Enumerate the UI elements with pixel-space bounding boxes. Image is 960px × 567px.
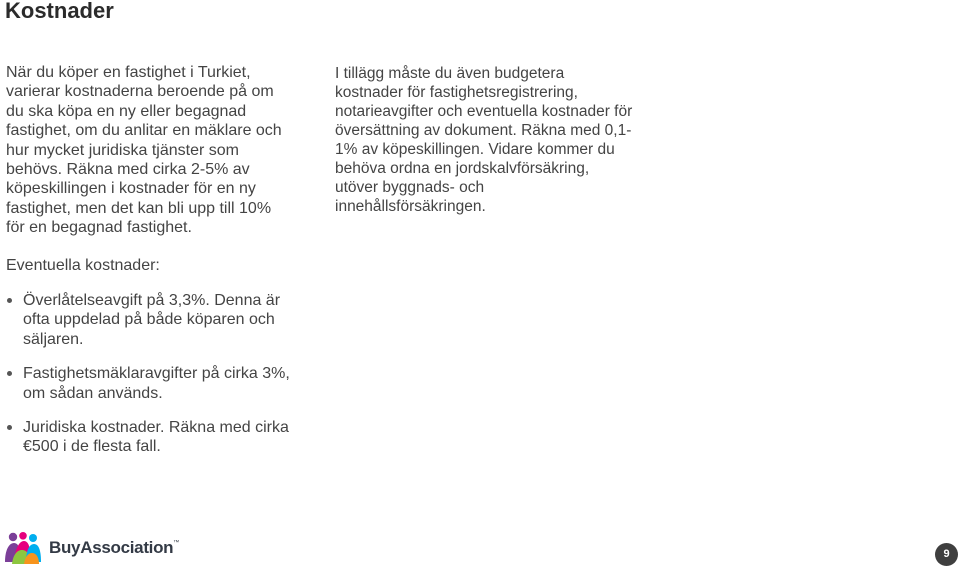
list-item-text: Juridiska kostnader. Räkna med cirka €500 i de flesta fall. bbox=[23, 419, 289, 456]
costs-heading: Eventuella kostnader: bbox=[6, 257, 160, 274]
logo-head-pink bbox=[19, 532, 27, 540]
intro-paragraph: När du köper en fastighet i Turkiet, varierar kostnaderna beroende på om du ska köpa en ny eller begagnad fastighet, om du anlitar en mäklare och hur mycket juridiska tjänster som behövs. Räkna med cirka 2-5% av köpeskillingen i kostnader för en ny fastighet, men det kan bli upp till 10% för en begagnad fastighet. bbox=[6, 64, 282, 237]
list-item bbox=[0, 291, 300, 349]
logo-head-purple bbox=[9, 532, 17, 540]
costs-list bbox=[0, 291, 300, 472]
list-item-text: Fastighetsmäklaravgifter på cirka 3%, om sådan används. bbox=[23, 365, 290, 402]
brand-name bbox=[49, 538, 179, 558]
list-item bbox=[0, 364, 300, 403]
logo-head-blue bbox=[29, 534, 37, 542]
additional-costs-paragraph: I tillägg måste du även budgetera kostnader för fastighetsregistrering, notarieavgifter och eventuella kostnader för översättning av dokument. Räkna med 0,1-1% av köpeskillingen. Vidare kommer du behöva ordna en jordskalvförsäkring, utöver byggnads- och innehållsförsäkringen. bbox=[335, 65, 633, 215]
brand-logo bbox=[4, 531, 179, 565]
bullet-icon bbox=[7, 298, 12, 303]
list-item-text: Överlåtelseavgift på 3,3%. Denna är ofta uppdelad på både köparen och säljaren. bbox=[23, 292, 281, 348]
brand-name-text: BuyAssociation bbox=[49, 538, 174, 557]
people-logo-icon bbox=[4, 532, 42, 565]
page-number-badge: 9 bbox=[935, 543, 958, 566]
bullet-icon bbox=[7, 425, 12, 430]
bullet-icon bbox=[7, 371, 12, 376]
trademark-mark: ™ bbox=[173, 540, 179, 546]
list-item bbox=[0, 418, 300, 457]
page-title: Kostnader bbox=[5, 0, 114, 23]
